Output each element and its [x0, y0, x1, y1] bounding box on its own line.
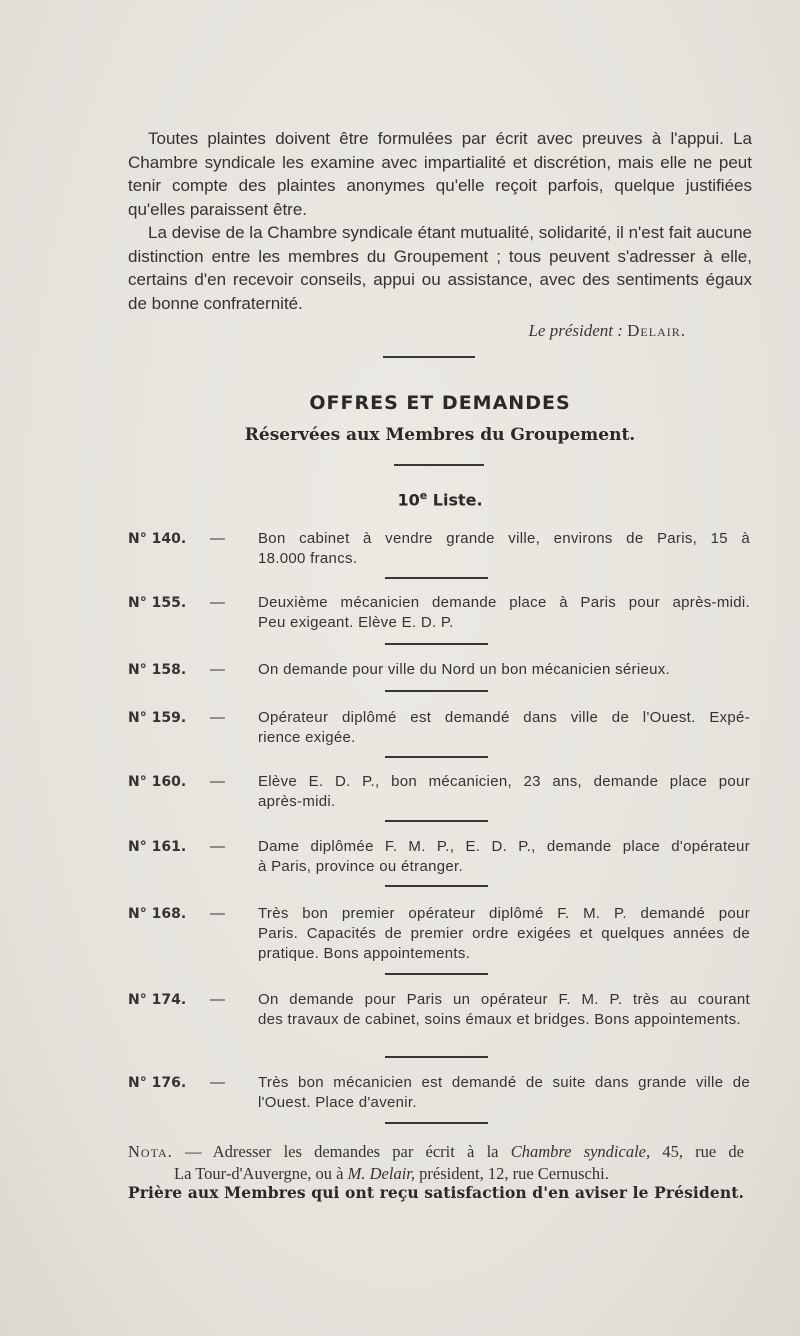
divider: [383, 356, 475, 358]
section-subtitle: Réservées aux Membres du Groupement.: [244, 425, 636, 445]
nota-text-1: — Adresser les demandes par écrit à la: [172, 1142, 511, 1161]
divider: [385, 1056, 488, 1058]
entry-continuation: rience exigée.: [258, 729, 356, 746]
divider: [385, 1122, 488, 1124]
list-title: [128, 489, 752, 509]
intro-paragraph-2: La devise de la Chambre syndicale étant mutualité, solidarité, il n'est fait aucune distinction entre les membres du Groupement ; tous peuvent s'adresser à elle, certains d'en recevoir conseils, appui ou assistance, avec des sentiments égaux de bonne confraternité.: [128, 223, 752, 313]
entry-dash: —: [210, 661, 225, 678]
entry-number: N° 160.: [128, 774, 187, 790]
nota-line-2: [128, 1163, 744, 1185]
entry-first-line: On demande pour Paris un opérateur F. M. P. très au courant: [258, 991, 750, 1008]
divider: [385, 973, 488, 975]
entry-number: N° 140.: [128, 531, 187, 547]
section-title: OFFRES ET DEMANDES: [309, 392, 571, 414]
divider: [394, 464, 484, 466]
entry-continuation: Paris. Capacités de premier ordre exigées et quelques années de pratique. Bons appointements.: [258, 925, 750, 962]
entry-text: [258, 904, 750, 964]
nota-label: Nota.: [128, 1142, 173, 1161]
list-suffix: e: [419, 489, 428, 502]
entry-dash: —: [210, 594, 225, 611]
entry-first-line: Elève E. D. P., bon mécanicien, 23 ans, demande place pour: [258, 773, 750, 790]
nota-italic-1: Chambre syndicale,: [510, 1142, 651, 1161]
nota-italic-2: M. Delair,: [347, 1164, 415, 1183]
entry-number: N° 159.: [128, 710, 187, 726]
nota-text-3: La Tour-d'Auvergne, ou à: [174, 1164, 348, 1183]
entry-dash: —: [210, 530, 225, 547]
entry-text: [258, 1073, 750, 1113]
closing-notice: Prière aux Membres qui ont reçu satisfaction d'en aviser le Président.: [128, 1183, 744, 1202]
entry-continuation: Peu exigeant. Elève E. D. P.: [258, 614, 454, 631]
entry-dash: —: [210, 991, 225, 1008]
entry-text: [258, 772, 750, 812]
divider: [385, 885, 488, 887]
entry-dash: —: [210, 838, 225, 855]
entry-text: [258, 660, 750, 680]
entry-first-line: Dame diplômée F. M. P., E. D. P., demande place d'opérateur: [258, 838, 750, 855]
signature: [128, 321, 686, 341]
entry-first-line: Deuxième mécanicien demande place à Paris pour après-midi.: [258, 594, 750, 611]
list-word: Liste.: [432, 490, 483, 510]
entry-continuation: à Paris, province ou étranger.: [258, 858, 463, 875]
entry-first-line: Opérateur diplômé est demandé dans ville de l'Ouest. Expé-: [258, 709, 750, 726]
nota-text-4: président, 12, rue Cernuschi.: [415, 1164, 609, 1183]
entry-first-line: On demande pour ville du Nord un bon mécanicien sérieux.: [258, 661, 671, 678]
divider: [385, 756, 488, 758]
nota: [128, 1141, 744, 1185]
entry-dash: —: [210, 1074, 225, 1091]
entry-number: N° 176.: [128, 1075, 187, 1091]
entry-number: N° 168.: [128, 906, 187, 922]
entry-text: [258, 529, 750, 569]
entry-dash: —: [210, 905, 225, 922]
entry-first-line: Très bon premier opérateur diplômé F. M. P. demandé pour: [258, 905, 750, 922]
divider: [385, 643, 488, 645]
entry-first-line: Bon cabinet à vendre grande ville, environs de Paris, 15 à: [258, 530, 750, 547]
list-number: 10: [397, 490, 420, 510]
entry-continuation: des travaux de cabinet, soins émaux et bridges. Bons appointements.: [258, 1011, 741, 1028]
entry-dash: —: [210, 773, 225, 790]
entry-number: N° 161.: [128, 839, 187, 855]
entry-text: [258, 593, 750, 633]
entry-text: [258, 990, 750, 1030]
entry-number: N° 174.: [128, 992, 187, 1008]
intro-text: [128, 127, 752, 315]
signature-role: Le président :: [528, 321, 623, 340]
entry-number: N° 155.: [128, 595, 187, 611]
entry-text: [258, 708, 750, 748]
intro-paragraph-1: Toutes plaintes doivent être formulées par écrit avec preuves à l'appui. La Chambre syndicale les examine avec impartialité et discrétion, mais elle ne peut tenir compte des plaintes anonymes qu'elle reçoit parfois, quelque justifiées qu'elles paraissent être.: [128, 129, 752, 219]
nota-text-2: 45, rue de: [650, 1142, 744, 1161]
divider: [385, 690, 488, 692]
entry-continuation: 18.000 francs.: [258, 550, 358, 567]
divider: [385, 577, 488, 579]
entry-continuation: l'Ouest. Place d'avenir.: [258, 1094, 417, 1111]
entry-dash: —: [210, 709, 225, 726]
entry-first-line: Très bon mécanicien est demandé de suite dans grande ville de: [258, 1074, 750, 1091]
nota-line-1: [128, 1141, 744, 1163]
entry-number: N° 158.: [128, 662, 187, 678]
divider: [385, 820, 488, 822]
entry-continuation: après-midi.: [258, 793, 336, 810]
entry-text: [258, 837, 750, 877]
signature-name: Delair.: [627, 321, 686, 340]
